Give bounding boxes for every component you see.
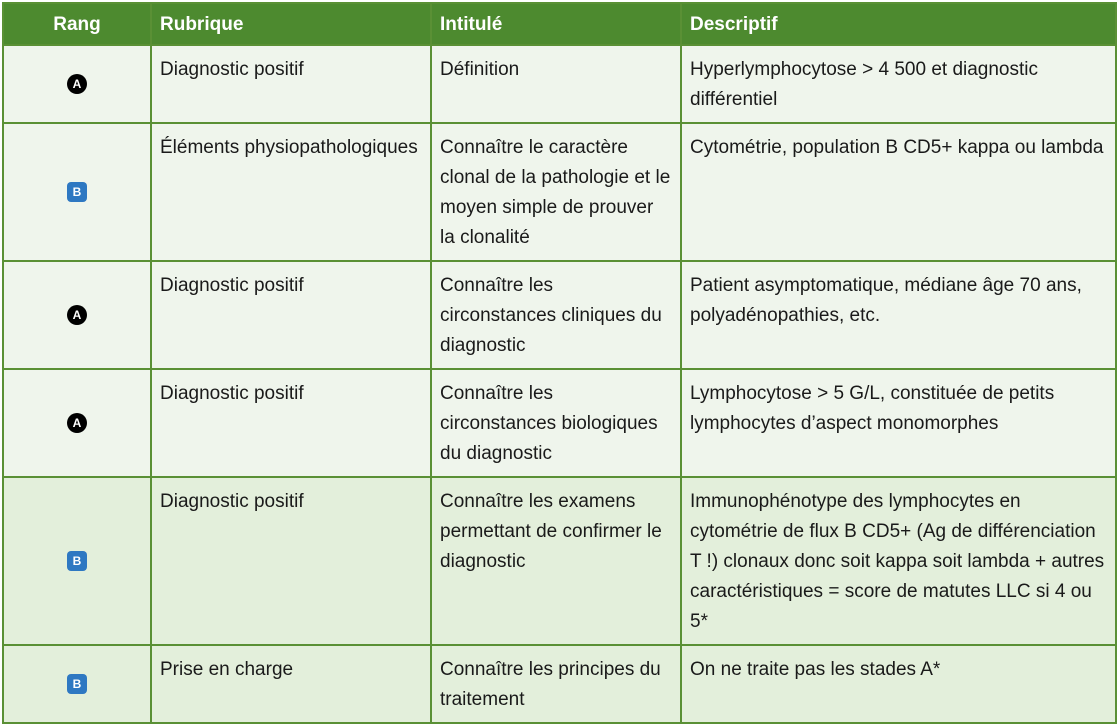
descriptif-cell: On ne traite pas les stades A* [681,645,1116,723]
rang-cell [3,261,151,369]
rang-b-badge: B [67,674,87,694]
header-intitule: Intitulé [431,3,681,45]
rang-cell [3,645,151,723]
descriptif-cell: Lymphocytose > 5 G/L, constituée de petits lymphocytes d’aspect monomorphes [681,369,1116,477]
intitule-cell: Définition [431,45,681,123]
intitule-cell: Connaître le caractère clonal de la pathologie et le moyen simple de prouver la clonalité [431,123,681,261]
table-row [3,369,1116,477]
rang-cell [3,123,151,261]
objectives-table [2,2,1117,724]
rang-cell [3,369,151,477]
rang-cell [3,477,151,645]
table-row [3,261,1116,369]
rubrique-cell: Prise en charge [151,645,431,723]
rubrique-cell: Diagnostic positif [151,45,431,123]
descriptif-cell: Hyperlymphocytose > 4 500 et diagnostic différentiel [681,45,1116,123]
intitule-cell: Connaître les circonstances cliniques du diagnostic [431,261,681,369]
rang-b-badge: B [67,551,87,571]
rubrique-cell: Diagnostic positif [151,261,431,369]
descriptif-cell: Patient asymptomatique, médiane âge 70 ans, polyadénopathies, etc. [681,261,1116,369]
rubrique-cell: Éléments physiopathologiques [151,123,431,261]
rang-a-badge: A [67,413,87,433]
table-row [3,645,1116,723]
descriptif-cell: Cytométrie, population B CD5+ kappa ou lambda [681,123,1116,261]
header-descriptif: Descriptif [681,3,1116,45]
intitule-cell: Connaître les circonstances biologiques du diagnostic [431,369,681,477]
table-row [3,477,1116,645]
rang-cell [3,45,151,123]
rubrique-cell: Diagnostic positif [151,369,431,477]
table-row [3,123,1116,261]
rang-a-badge: A [67,305,87,325]
header-rubrique: Rubrique [151,3,431,45]
header-rang: Rang [3,3,151,45]
table-row [3,45,1116,123]
header-row [3,3,1116,45]
rubrique-cell: Diagnostic positif [151,477,431,645]
descriptif-cell: Immunophénotype des lymphocytes en cytométrie de flux B CD5+ (Ag de différenciation T !) clonaux donc soit kappa soit lambda + autres caractéristiques = score de matutes LLC si 4 ou 5* [681,477,1116,645]
rang-a-badge: A [67,74,87,94]
intitule-cell: Connaître les examens permettant de confirmer le diagnostic [431,477,681,645]
rang-b-badge: B [67,182,87,202]
intitule-cell: Connaître les principes du traitement [431,645,681,723]
